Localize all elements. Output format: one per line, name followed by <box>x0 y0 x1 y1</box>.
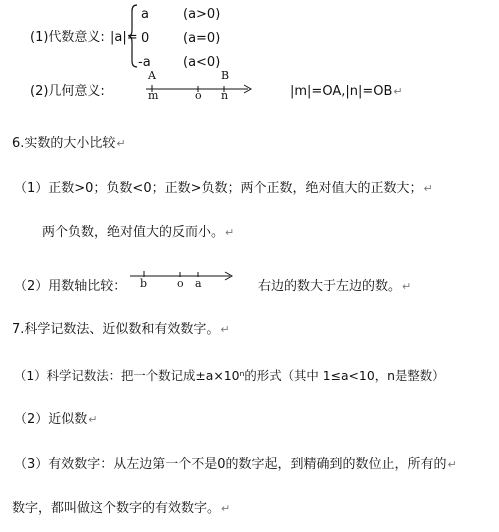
significant-figures-line-1: （3）有效数字：从左边第一个不是0的数字起，到精确到的数位止，所有的↵ <box>14 457 457 472</box>
rule-2-tail: 右边的数大于左边的数。↵ <box>258 279 412 294</box>
geometric-meaning-label: (2)几何意义: <box>30 84 105 99</box>
significant-figures-line-2: 数字，都叫做这个数字的有效数字。↵ <box>12 501 231 516</box>
approximate-number-item: （2）近似数↵ <box>14 412 98 427</box>
point-label-b: b <box>140 277 148 290</box>
scientific-notation-item: （1）科学记数法：把一个数记成±a×10ⁿ的形式（其中 1≤a<10，n是整数） <box>14 368 445 383</box>
point-label-a: a <box>195 277 202 290</box>
rule-1-line-1: （1）正数>0；负数<0；正数>负数；两个正数，绝对值大的正数大；↵ <box>14 181 433 196</box>
section-6-title: 6.实数的大小比较↵ <box>12 136 126 151</box>
point-label-n: n <box>221 89 229 102</box>
case-value: a <box>141 7 149 22</box>
point-label-o: o <box>195 89 202 102</box>
point-label-m: m <box>148 89 159 102</box>
curly-brace-icon <box>128 4 138 68</box>
algebraic-meaning-label: (1)代数意义: <box>30 30 105 45</box>
point-label-o: o <box>177 277 184 290</box>
case-value: -a <box>138 55 151 70</box>
case-condition: (a=0) <box>183 31 221 46</box>
rule-1-line-2: 两个负数，绝对值大的反而小。↵ <box>42 225 235 240</box>
abs-expression: |a|= <box>110 30 138 45</box>
case-value: 0 <box>141 31 150 46</box>
case-condition: (a>0) <box>183 7 221 22</box>
section-7-title: 7.科学记数法、近似数和有效数字。↵ <box>12 322 230 337</box>
rule-2-label: （2）用数轴比较： <box>14 279 127 294</box>
geometric-formula: |m|=OA,|n|=OB↵ <box>290 84 403 99</box>
point-label-A: A <box>148 69 156 82</box>
case-condition: (a<0) <box>183 55 221 70</box>
point-label-B: B <box>221 69 230 82</box>
